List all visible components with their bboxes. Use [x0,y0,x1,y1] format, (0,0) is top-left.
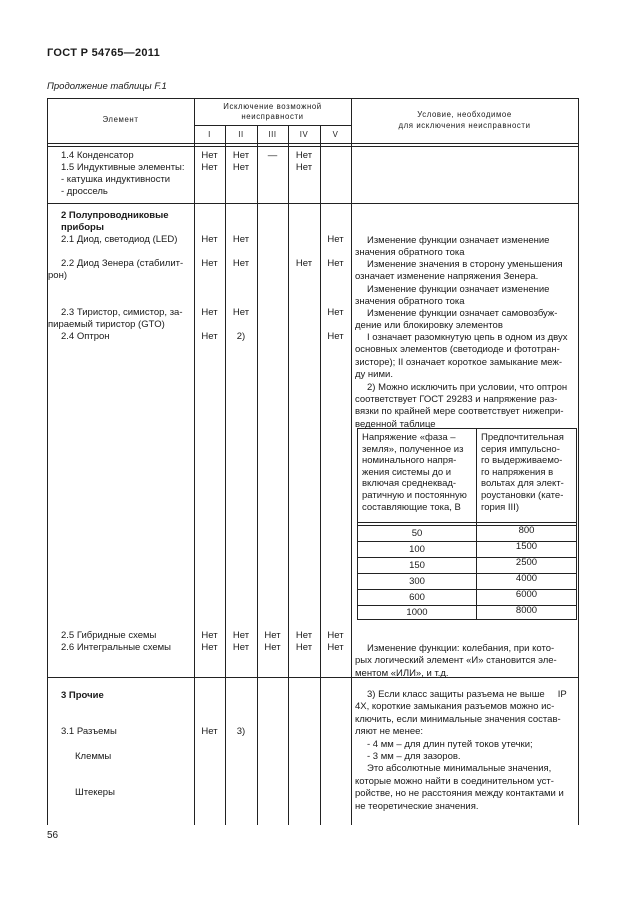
header-exclusion-line1: Исключение возможной [223,102,322,111]
cell-2-5-I: Нет [201,630,218,641]
sub-item-coil: - катушка индуктивности [61,174,171,185]
condition-2-3 [355,308,577,333]
header-condition-line1: Условие, необходимое [417,110,512,119]
condition-text: основных элементов (светодиоде и фототран- [355,344,560,356]
condition-3 [355,689,577,813]
cell-2-6-II: Нет [232,642,250,653]
condition-text: Изменение функции: колебания, при кото- [367,643,555,654]
condition-text: Изменение функции означает изменение [367,283,550,295]
header-line: земля», полученное из [362,443,464,455]
condition-2-5-2-6 [355,643,577,680]
header-roman-4: IV [299,130,309,139]
voltage-cell: 50 [411,528,423,539]
cell-3-1-II: 3) [236,726,246,737]
voltage-cell: 800 [518,525,535,536]
voltage-cell: 1000 [406,607,428,618]
header-line: ратичную и постоянную [362,489,467,501]
condition-text: ключить, если минимальные значения состав- [355,713,561,725]
condition-text: Изменение функции означает изменение [367,235,550,246]
cell-2-1-I: Нет [201,234,218,245]
cell-2-6-I: Нет [201,642,218,653]
sub-item-choke: - дроссель [61,186,108,197]
cell-2-2-II: Нет [232,258,250,269]
element-1-5: 1.5 Индуктивные элементы: [61,162,185,173]
condition-text: значения обратного тока [355,296,465,308]
voltage-cell: 6000 [515,589,538,600]
voltage-cell: 1500 [515,541,538,552]
header-line: номинального напря- [362,455,457,467]
element-2-2-line1: 2.2 Диод Зенера (стабилит- [61,258,184,269]
element-1-4: 1.4 Конденсатор [61,150,134,161]
cell-2-4-I: Нет [201,331,218,342]
sub-item-plugs: Штекеры [75,787,115,798]
header-roman-2: II [238,130,244,139]
cell-2-4-II: 2) [236,331,246,342]
element-2-3-line2: пираемый тиристор (GTO) [48,319,165,330]
element-2-5: 2.5 Гибридные схемы [61,630,157,641]
cell-2-5-V: Нет [327,630,344,641]
element-2-3-line1: 2.3 Тиристор, симистор, за- [61,307,183,318]
header-line: роустановки (кате- [481,489,564,501]
header-line: составляющие тока, В [362,501,461,513]
cell-1-4-II: Нет [232,150,250,161]
header-line: гория III) [481,501,519,513]
condition-text: веденной таблице [355,418,436,430]
condition-text: означает изменение напряжения Зенера. [355,271,539,283]
table-caption: Продолжение таблицы F.1 [47,81,167,92]
cell-2-2-IV: Нет [295,258,313,269]
cell-2-1-II: Нет [232,234,250,245]
header-line: го выдерживаемо- [481,455,563,467]
condition-text: соответствует ГОСТ 29283 и напряжение раз- [355,394,558,406]
header-exclusion-line2: неисправности [241,112,304,121]
voltage-cell: 4000 [515,573,538,584]
condition-text: - 4 мм – для длин путей токов утечки; [367,738,533,750]
condition-text: которые можно найти в соединительном уст- [355,775,554,787]
condition-text: ройстве, но не расстояния между контактами и [355,788,564,800]
condition-text: ментом «ИЛИ», и т.д. [355,667,449,679]
condition-2-1 [355,235,577,260]
page-number: 56 [47,830,59,841]
header-line: Предпочтительная [481,432,564,443]
voltage-subtable [357,428,577,620]
condition-text: значения обратного тока [355,247,465,259]
cell-2-3-II: Нет [232,307,250,318]
header-roman-1: I [208,130,211,139]
condition-text: вязки по крайней мере соответствует нижепри- [355,406,564,418]
voltage-cell: 300 [409,576,425,587]
condition-text: дение или блокировку элементов [355,320,503,332]
group-2-title-line1: 2 Полупроводниковые [61,210,169,221]
voltage-col2-header [481,432,574,513]
header-condition-line2: для исключения неисправности [398,121,531,130]
condition-text: Изменение функции означает самовозбуж- [367,308,558,319]
condition-text: Это абсолютные минимальные значения, [367,763,552,775]
header-line: вольтах для элект- [481,478,564,490]
voltage-cell: 150 [409,560,425,571]
cell-2-3-I: Нет [201,307,218,318]
cell-3-1-I: Нет [201,726,218,737]
header-line: жения системы до и [362,466,452,478]
cell-1-4-I: Нет [201,150,218,161]
element-3-1: 3.1 Разъемы [61,726,117,737]
cell-1-5-I: Нет [201,162,218,173]
sub-item-terminals: Клеммы [75,751,112,762]
condition-text: ду ними. [355,369,393,381]
group-2-title-line2: приборы [61,222,104,233]
cell-1-5-II: Нет [232,162,250,173]
cell-1-4-III: — [267,150,278,161]
cell-2-2-V: Нет [327,258,344,269]
element-2-1: 2.1 Диод, светодиод (LED) [61,234,178,245]
cell-2-3-V: Нет [327,307,344,318]
cell-1-4-IV: Нет [295,150,313,161]
condition-text: 2) Можно исключить при условии, что оптрон [367,381,568,393]
condition-text: 3) Если класс защиты разъема не выше IP [367,689,567,700]
condition-text: ляют не менее: [355,726,424,738]
header-line: го напряжения в [481,466,554,478]
cell-2-6-III: Нет [264,642,281,653]
cell-2-6-IV: Нет [295,642,313,653]
cell-1-5-IV: Нет [295,162,313,173]
header-element: Элемент [102,115,139,124]
condition-2-4 [355,332,577,431]
cell-2-5-II: Нет [232,630,250,641]
condition-2-2 [355,259,577,309]
element-2-2-line2: рон) [48,270,67,281]
header-roman-3: III [268,130,277,139]
element-2-4: 2.4 Оптрон [61,331,110,342]
cell-2-6-V: Нет [327,642,344,653]
voltage-cell: 600 [409,592,425,603]
voltage-cell: 8000 [515,605,538,616]
cell-2-5-IV: Нет [295,630,313,641]
condition-text: рых логический элемент «И» становится эле- [355,655,557,667]
header-line: серия импульсно- [481,443,560,455]
cell-2-5-III: Нет [264,630,281,641]
voltage-col1-header [362,432,474,513]
header-roman-5: V [332,130,339,139]
header-line: включая среднеквад- [362,478,457,490]
header-line: Напряжение «фаза – [362,432,456,443]
group-3-title: 3 Прочие [61,690,104,701]
cell-2-2-I: Нет [201,258,218,269]
cell-2-4-V: Нет [327,331,344,342]
element-2-6: 2.6 Интегральные схемы [61,642,172,653]
condition-text: I означает разомкнутую цепь в одном из двух [367,332,568,343]
condition-text: не теоретические значения. [355,800,479,812]
condition-text: зисторе); II означает короткое замыкание меж- [355,356,562,368]
voltage-cell: 100 [409,544,425,555]
standard-number: ГОСТ Р 54765—2011 [47,47,161,59]
condition-text: Изменение значения в сторону уменьшения [367,259,563,270]
condition-text: 4X, короткие замыкания разъемов можно ис- [355,701,555,713]
condition-text: - 3 мм – для зазоров. [367,751,461,763]
cell-2-1-V: Нет [327,234,344,245]
voltage-cell: 2500 [515,557,538,568]
